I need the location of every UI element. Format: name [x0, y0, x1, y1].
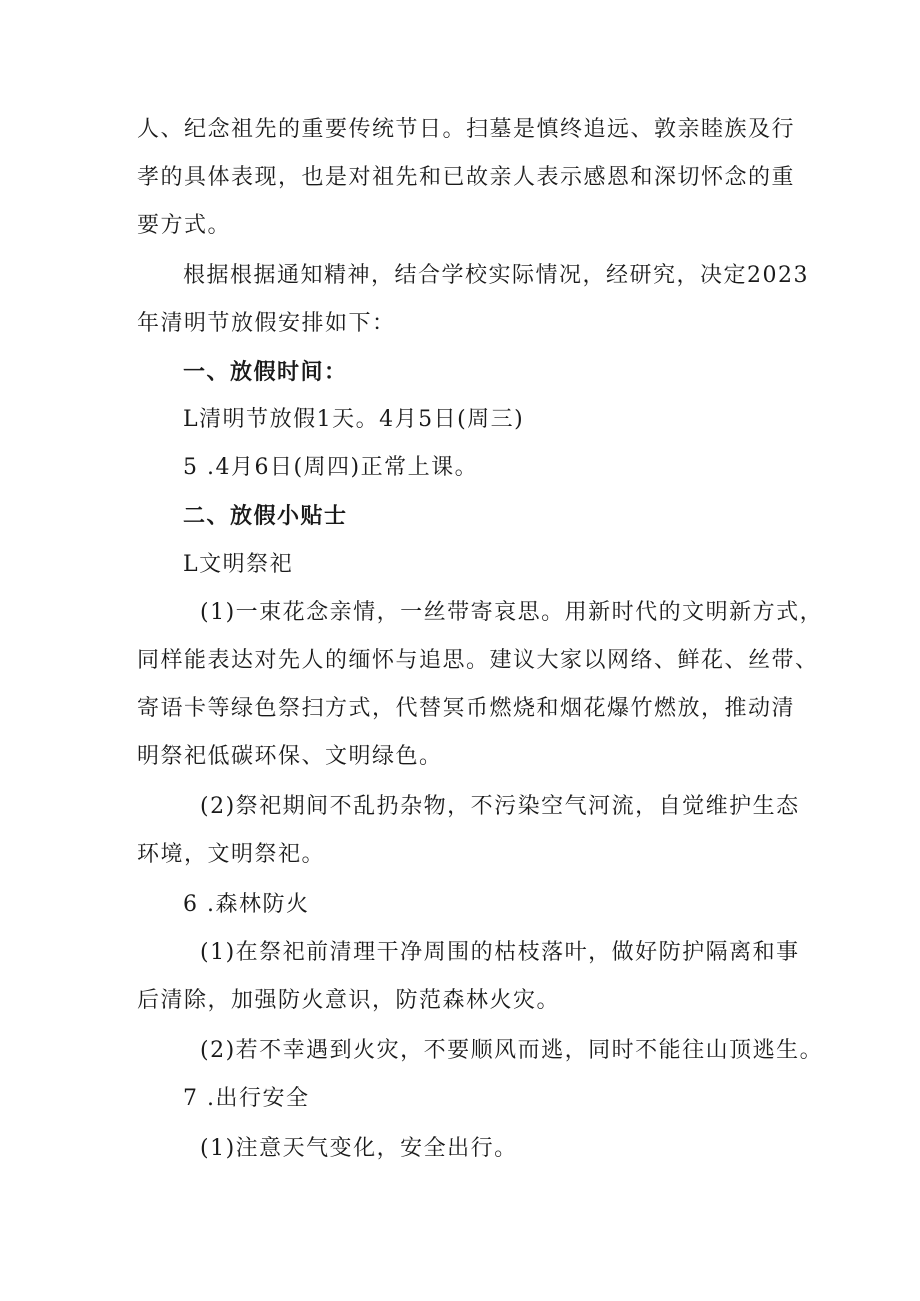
body-text-line: 要方式。: [137, 213, 232, 238]
body-text-line: 同样能表达对先人的缅怀与追思。建议大家以网络、鲜花、丝带、: [137, 648, 819, 673]
section-heading: 一、放假时间：: [183, 360, 348, 385]
subsection-title: L文明祭祀: [183, 552, 294, 577]
body-text-line: 环境，文明祭祀。: [137, 842, 326, 867]
body-text-line: (1)注意天气变化，安全出行。: [200, 1136, 518, 1161]
list-item: L清明节放假1天。4月5日(周三): [183, 407, 525, 432]
body-text-line: 明祭祀低碳环保、文明绿色。: [137, 744, 443, 769]
body-text-line: 孝的具体表现，也是对祖先和已故亲人表示感恩和深切怀念的重: [137, 165, 796, 190]
body-text-line: 人、纪念祖先的重要传统节日。扫墓是慎终追远、敦亲睦族及行: [137, 117, 796, 142]
body-text-line: (2)祭祀期间不乱扔杂物，不污染空气河流，自觉维护生态: [200, 794, 800, 819]
body-text-line: 寄语卡等绿色祭扫方式，代替冥币燃烧和烟花爆竹燃放，推动清: [137, 696, 796, 721]
body-text-line: (1)一束花念亲情，一丝带寄哀思。用新时代的文明新方式，: [200, 600, 824, 625]
subsection-title: 6 .森林防火: [183, 892, 310, 917]
section-heading: 二、放假小贴士: [183, 504, 348, 529]
body-text-line: (2)若不幸遇到火灾，不要顺风而逃，同时不能往山顶逃生。: [200, 1038, 824, 1063]
body-text-line: (1)在祭祀前清理干净周围的枯枝落叶，做好防护隔离和事: [200, 940, 800, 965]
body-text-line: 年清明节放假安排如下：: [137, 311, 396, 336]
subsection-title: 7 .出行安全: [183, 1086, 310, 1111]
list-item: 5 .4月6日(周四)正常上课。: [183, 455, 479, 480]
body-text-line: 后清除，加强防火意识，防范森林火灾。: [137, 988, 561, 1013]
body-text-line: 根据根据通知精神，结合学校实际情况，经研究，决定2023: [183, 263, 809, 288]
